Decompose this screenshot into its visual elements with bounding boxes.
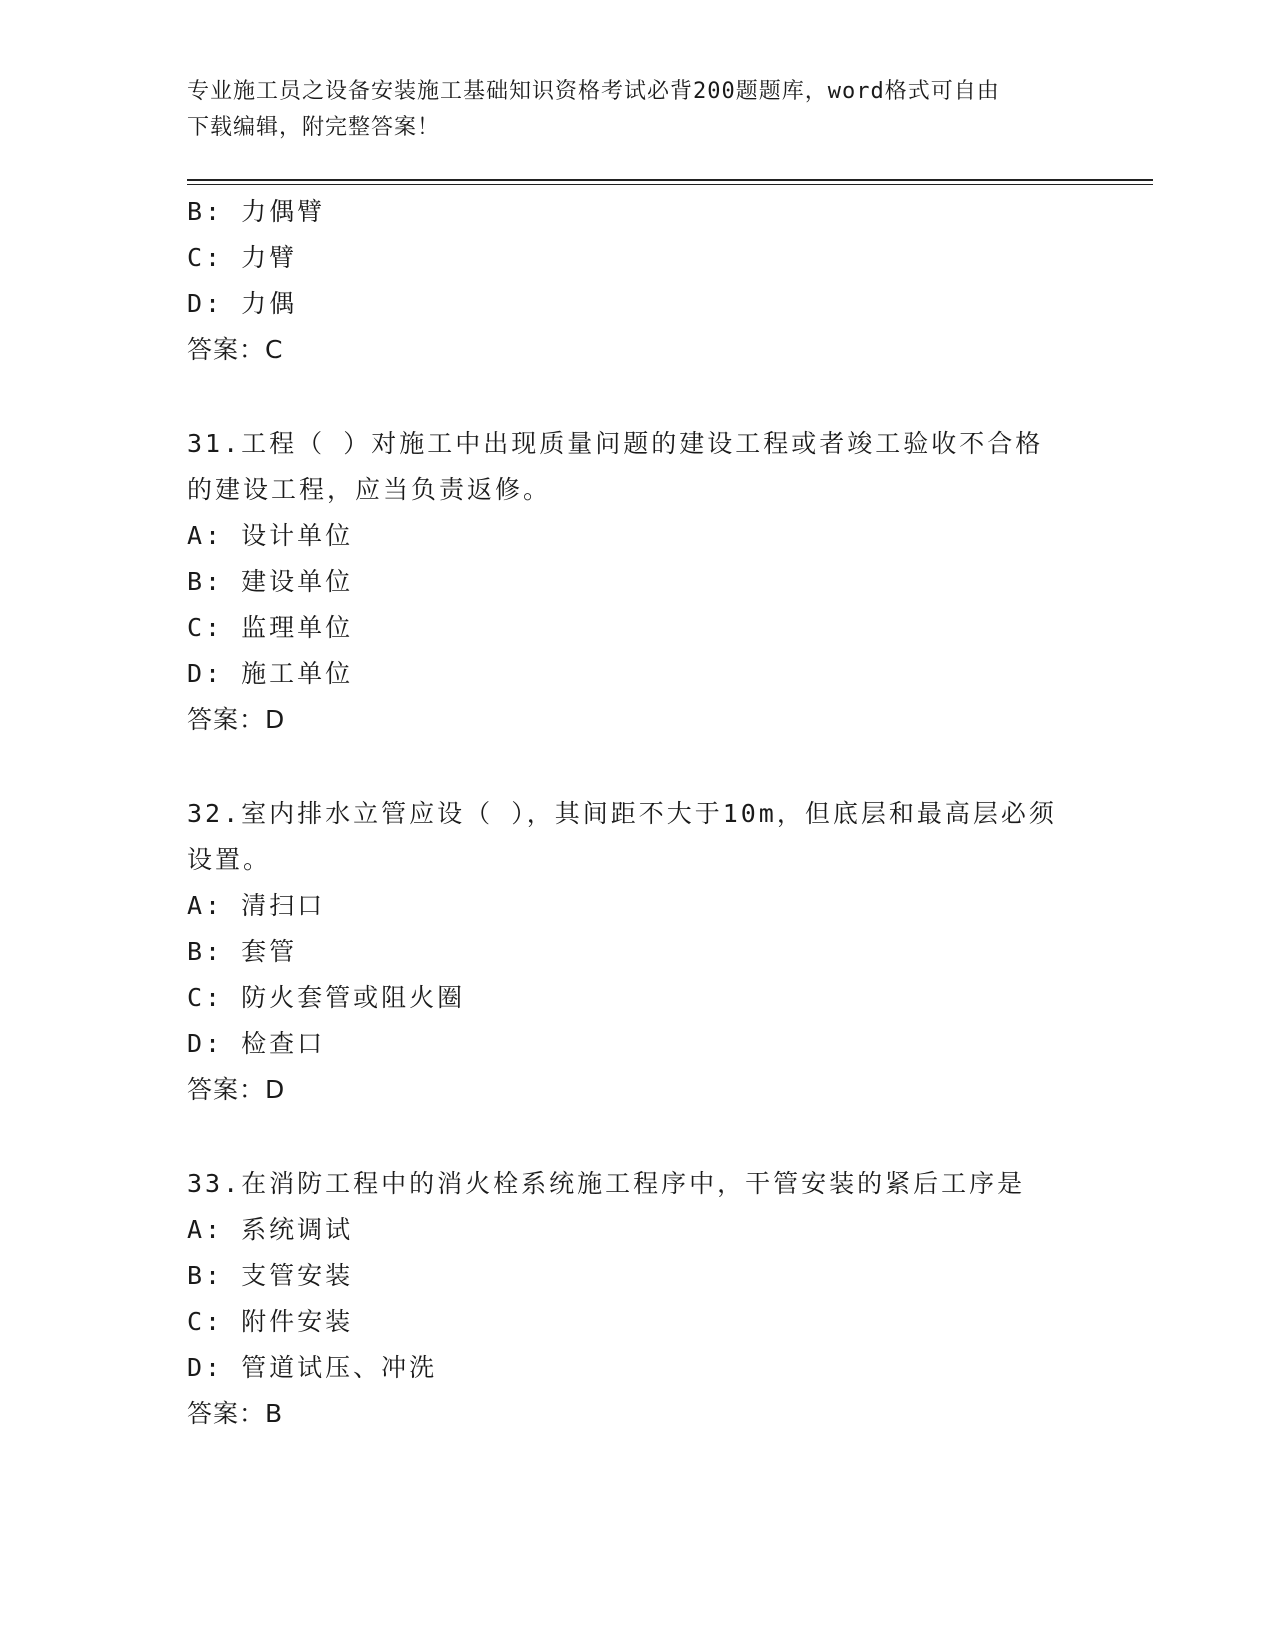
question-31-block (187, 421, 1087, 743)
option-d: D: 检查口 (187, 1029, 326, 1058)
question-list (187, 189, 1087, 1437)
question-32-text-line-2: 设置。 (187, 845, 272, 874)
spacer (187, 743, 1087, 791)
option-a: A: 系统调试 (187, 1215, 354, 1244)
previous-question-block (187, 189, 1087, 373)
option-c: C: 力臂 (187, 243, 298, 272)
answer-label: 答案：C (187, 335, 284, 364)
option-b: B: 建设单位 (187, 567, 354, 596)
spacer (187, 1113, 1087, 1161)
option-b: B: 套管 (187, 937, 298, 966)
option-d: D: 力偶 (187, 289, 298, 318)
question-33-block (187, 1161, 1087, 1437)
question-31-text-line-2: 的建设工程，应当负责返修。 (187, 475, 552, 504)
question-33-text-line-1: 33.在消防工程中的消火栓系统施工程序中，干管安装的紧后工序是 (187, 1169, 1026, 1198)
header-title-line-1: 专业施工员之设备安装施工基础知识资格考试必背200题题库，word格式可自由 (187, 79, 1000, 104)
question-31-text-line-1: 31.工程（ ）对施工中出现质量问题的建设工程或者竣工验收不合格 (187, 429, 1044, 458)
option-d: D: 施工单位 (187, 659, 354, 688)
option-c: C: 监理单位 (187, 613, 354, 642)
option-c: C: 附件安装 (187, 1307, 354, 1336)
option-d: D: 管道试压、冲洗 (187, 1353, 438, 1382)
document-header (187, 74, 1067, 146)
option-c: C: 防火套管或阻火圈 (187, 983, 466, 1012)
answer-label: 答案：D (187, 705, 286, 734)
header-title-line-2: 下载编辑，附完整答案！ (187, 115, 441, 140)
spacer (187, 373, 1087, 421)
question-32-block (187, 791, 1087, 1113)
header-divider-thick (187, 179, 1153, 181)
answer-label: 答案：D (187, 1075, 286, 1104)
option-b: B: 力偶臂 (187, 197, 326, 226)
option-a: A: 清扫口 (187, 891, 326, 920)
question-32-text-line-1: 32.室内排水立管应设（ ），其间距不大于10m，但底层和最高层必须 (187, 799, 1057, 828)
option-b: B: 支管安装 (187, 1261, 354, 1290)
header-divider-thin (187, 184, 1153, 185)
answer-label: 答案：B (187, 1399, 284, 1428)
option-a: A: 设计单位 (187, 521, 354, 550)
